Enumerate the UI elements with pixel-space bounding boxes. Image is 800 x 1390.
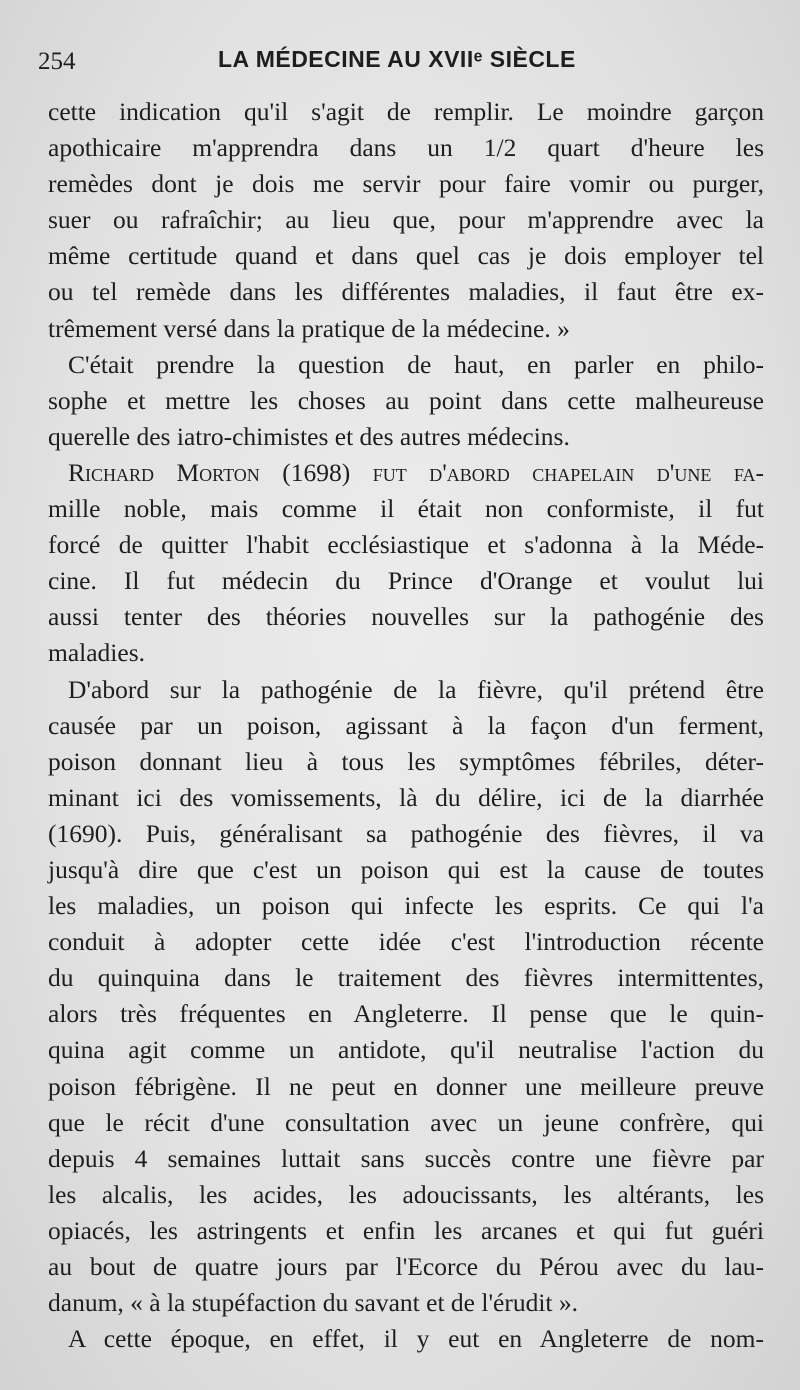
text-line: querelle des iatro-chimistes et des autres médecins. (48, 421, 570, 451)
paragraph-start-line: A cette époque, en effet, il y eut en Angleterre de nom- (68, 1324, 764, 1354)
text-line: opiacés, les astringents et enfin les arcanes et qui fut guéri (48, 1215, 764, 1245)
text-line: danum, « à la stupéfaction du savant et de l'érudit ». (48, 1288, 579, 1318)
body-text (48, 94, 764, 1357)
text-line: que le récit d'une consultation avec un jeune confrère, qui (48, 1107, 764, 1137)
text-line: les maladies, un poison qui infecte les esprits. Ce qui l'a (48, 891, 764, 921)
paragraph-start-line: C'était prendre la question de haut, en parler en philo- (68, 349, 764, 379)
text-line: mille noble, mais comme il était non conformiste, il fut (48, 494, 764, 524)
paragraph-start-line: D'abord sur la pathogénie de la fièvre, qu'il prétend être (68, 674, 764, 704)
text-line: causée par un poison, agissant à la façon d'un ferment, (48, 710, 764, 740)
text-line: sophe et mettre les choses au point dans cette malheureuse (48, 385, 764, 415)
text-line: suer ou rafraîchir; au lieu que, pour m'apprendre avec la (48, 205, 764, 235)
text-line: les alcalis, les acides, les adoucissants, les altérants, les (48, 1179, 764, 1209)
text-line: même certitude quand et dans quel cas je dois employer tel (48, 241, 764, 271)
text-line: (1690). Puis, généralisant sa pathogénie des fièvres, il va (48, 818, 764, 848)
text-line: apothicaire m'apprendra dans un 1/2 quart d'heure les (48, 133, 764, 163)
running-head: LA MÉDECINE AU XVIIᵉ SIÈCLE (218, 46, 576, 72)
text-line: du quinquina dans le traitement des fièvres intermittentes, (48, 963, 764, 993)
text-line: maladies. (48, 638, 146, 668)
text-line: poison donnant lieu à tous les symptômes fébriles, déter- (48, 746, 764, 776)
text-line: aussi tenter des théories nouvelles sur la pathogénie des (48, 602, 764, 632)
text-line: depuis 4 semaines luttait sans succès contre une fièvre par (48, 1143, 764, 1173)
text-line: minant ici des vomissements, là du délire, ici de la diarrhée (48, 782, 764, 812)
text-line: poison fébrigène. Il ne peut en donner une meilleure preuve (48, 1071, 764, 1101)
text-line: forcé de quitter l'habit ecclésiastique et s'adonna à la Méde- (48, 530, 764, 560)
text-line: alors très fréquentes en Angleterre. Il pense que le quin- (48, 999, 764, 1029)
text-line: jusqu'à dire que c'est un poison qui est la cause de toutes (48, 854, 764, 884)
text-line: ou tel remède dans les différentes maladies, il faut être ex- (48, 277, 764, 307)
page-header (0, 44, 800, 84)
text-line: conduit à adopter cette idée c'est l'introduction récente (48, 927, 764, 957)
text-line: au bout de quatre jours par l'Ecorce du Pérou avec du lau- (48, 1252, 764, 1281)
text-line: remèdes dont je dois me servir pour faire vomir ou purger, (48, 169, 764, 199)
text-line: quina agit comme un antidote, qu'il neutralise l'action du (48, 1035, 764, 1065)
text-line: trêmement versé dans la pratique de la médecine. » (48, 313, 570, 343)
text-line: cette indication qu'il s'agit de remplir. Le moindre garçon (48, 97, 764, 126)
page-number: 254 (38, 48, 76, 75)
paragraph-start-line: Richard Morton (1698) fut d'abord chapelain d'une fa- (68, 457, 764, 487)
text-line: cine. Il fut médecin du Prince d'Orange et voulut lui (48, 566, 764, 596)
